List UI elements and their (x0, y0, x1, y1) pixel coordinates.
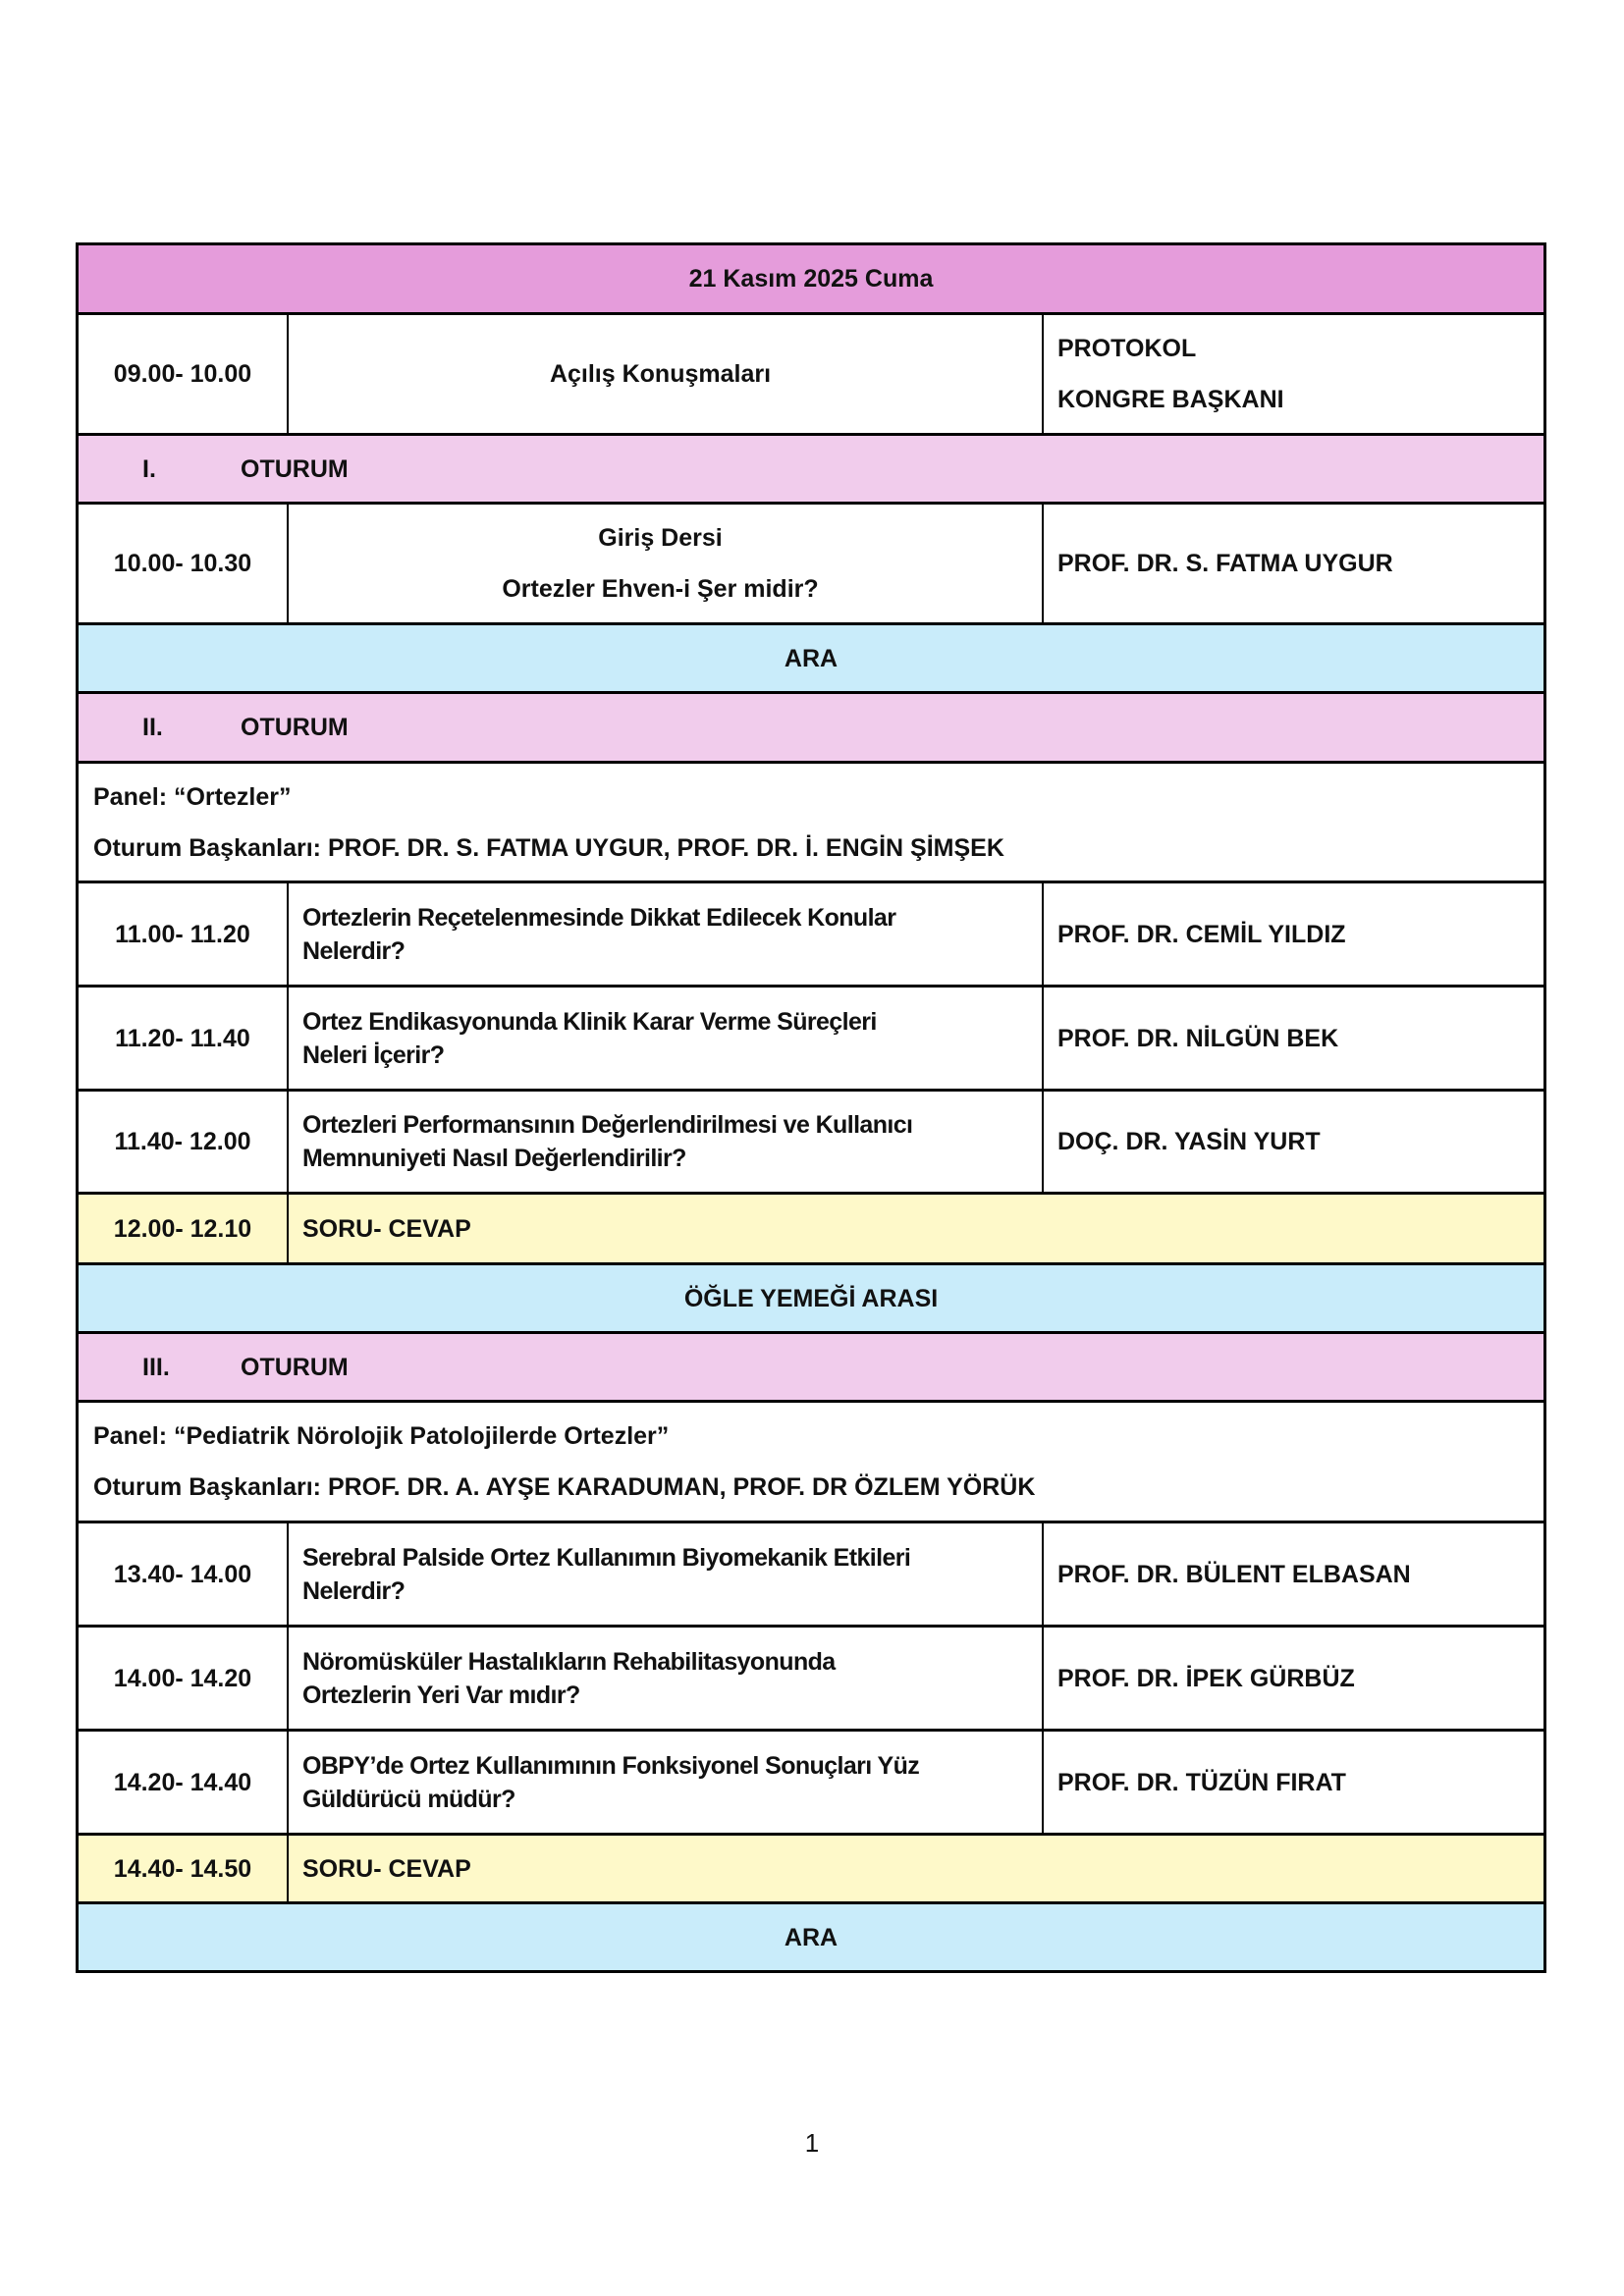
panel-row (79, 1400, 1543, 1521)
talk-row (79, 1729, 1543, 1833)
talk-row (79, 1521, 1543, 1625)
page-number: 1 (804, 2128, 820, 2158)
speaker-cell (1044, 315, 1543, 433)
break-label: ARA (784, 644, 839, 672)
session-header (79, 694, 1543, 761)
talk-row (79, 1625, 1543, 1729)
title-cell (289, 1523, 1044, 1625)
break-label: ARA (784, 1923, 839, 1951)
title-cell: Açılış Konuşmaları (289, 315, 1044, 433)
session-header-row (79, 691, 1543, 761)
title-line: OBPY’de Ortez Kullanımının Fonksiyonel Sonuçları Yüz (302, 1751, 920, 1780)
speaker-cell: PROF. DR. NİLGÜN BEK (1057, 1024, 1339, 1052)
speaker-cell: PROF. DR. BÜLENT ELBASAN (1057, 1560, 1411, 1588)
time-cell: 11.40- 12.00 (79, 1092, 289, 1192)
session-header-row (79, 1331, 1543, 1400)
title-line: Nelerdir? (302, 936, 406, 965)
session-number: II. (142, 714, 163, 741)
day-header: 21 Kasım 2025 Cuma (688, 265, 934, 293)
time-cell: 11.00- 11.20 (79, 883, 289, 985)
title-line: Ortez Endikasyonunda Klinik Karar Verme Süreçleri (302, 1007, 877, 1036)
title-line: Memnuniyeti Nasıl Değerlendirilir? (302, 1145, 686, 1172)
session-chairs: Oturum Başkanları: PROF. DR. S. FATMA UYGUR, PROF. DR. İ. ENGİN ŞİMŞEK (93, 833, 1004, 862)
title-line: Neleri İçerir? (302, 1041, 445, 1069)
speaker-cell: DOÇ. DR. YASİN YURT (1057, 1128, 1321, 1155)
qa-label: SORU- CEVAP (302, 1854, 471, 1883)
session-label: OTURUM (241, 714, 349, 741)
break-row (79, 1901, 1543, 1970)
title-cell (289, 505, 1044, 622)
title-cell (289, 1628, 1044, 1729)
qa-label: SORU- CEVAP (302, 1214, 471, 1243)
title-cell (289, 988, 1044, 1089)
session-chairs: Oturum Başkanları: PROF. DR. A. AYŞE KARADUMAN, PROF. DR ÖZLEM YÖRÜK (93, 1473, 1036, 1501)
program-table (76, 242, 1546, 1973)
session-label: OTURUM (241, 454, 349, 483)
title-line: Ortezler Ehven-i Şer midir? (502, 575, 819, 603)
talk-row (79, 502, 1543, 622)
panel-info (79, 764, 1543, 881)
session-header-row (79, 433, 1543, 502)
title-line: Nöromüsküler Hastalıkların Rehabilitasyonunda (302, 1647, 836, 1676)
session-label: OTURUM (241, 1353, 349, 1381)
title-line: Ortezlerin Yeri Var mıdır? (302, 1681, 580, 1709)
panel-title: Panel: “Ortezler” (93, 782, 292, 811)
talk-row (79, 881, 1543, 985)
speaker-line: PROTOKOL (1057, 335, 1197, 362)
talk-row (79, 1089, 1543, 1192)
speaker-line: KONGRE BAŞKANI (1057, 386, 1284, 413)
session-header (79, 1334, 1543, 1400)
speaker-cell: PROF. DR. CEMİL YILDIZ (1057, 920, 1346, 948)
title-line: Nelerdir? (302, 1576, 406, 1605)
session-number: III. (142, 1353, 170, 1381)
time-cell: 14.20- 14.40 (79, 1732, 289, 1833)
qa-row (79, 1833, 1543, 1901)
title-line: Giriş Dersi (598, 524, 723, 552)
title-line: Serebral Palside Ortez Kullanımın Biyomekanik Etkileri (302, 1543, 911, 1572)
speaker-cell: PROF. DR. TÜZÜN FIRAT (1057, 1768, 1346, 1796)
title-line: Güldürücü müdür? (302, 1785, 515, 1813)
session-header (79, 436, 1543, 502)
time-cell: 14.00- 14.20 (79, 1628, 289, 1729)
lunch-break-row (79, 1262, 1543, 1331)
time-cell: 13.40- 14.00 (79, 1523, 289, 1625)
time-cell: 11.20- 11.40 (79, 988, 289, 1089)
title-line: Ortezleri Performansının Değerlendirilmesi ve Kullanıcı (302, 1111, 913, 1139)
opening-row (79, 312, 1543, 433)
speaker-cell: PROF. DR. İPEK GÜRBÜZ (1057, 1664, 1355, 1692)
time-cell: 10.00- 10.30 (79, 505, 289, 622)
time-cell: 14.40- 14.50 (79, 1836, 289, 1901)
day-header-row (79, 245, 1543, 312)
panel-info (79, 1403, 1543, 1521)
time-cell: 12.00- 12.10 (79, 1195, 289, 1262)
speaker-cell: PROF. DR. S. FATMA UYGUR (1057, 550, 1393, 577)
break-row (79, 622, 1543, 691)
panel-row (79, 761, 1543, 881)
session-number: I. (142, 454, 156, 483)
talk-row (79, 985, 1543, 1089)
title-line: Ortezlerin Reçetelenmesinde Dikkat Edilecek Konular (302, 903, 896, 932)
title-cell (289, 1732, 1044, 1833)
time-cell: 09.00- 10.00 (79, 315, 289, 433)
title-cell (289, 1092, 1044, 1192)
break-label: ÖĞLE YEMEĞİ ARASI (683, 1284, 939, 1312)
panel-title: Panel: “Pediatrik Nörolojik Patolojilerde Ortezler” (93, 1422, 670, 1450)
title-cell (289, 883, 1044, 985)
qa-row (79, 1192, 1543, 1262)
